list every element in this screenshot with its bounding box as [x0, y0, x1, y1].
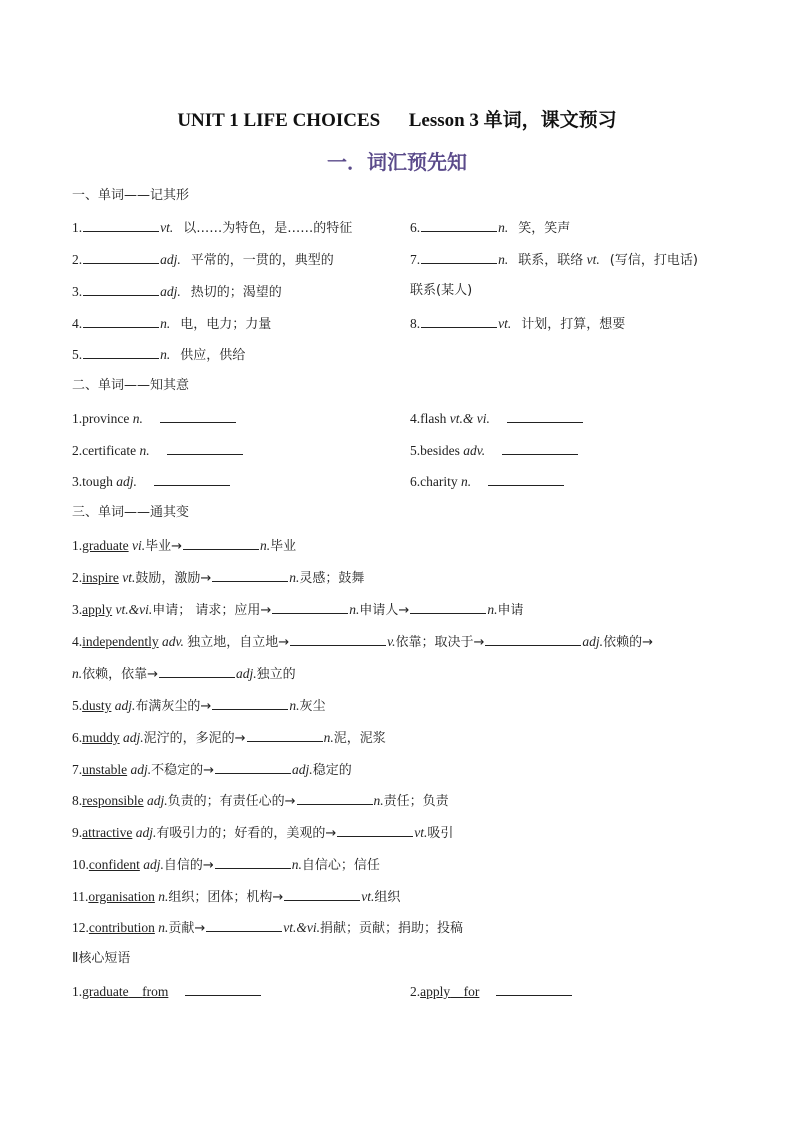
answer-blank[interactable]	[507, 409, 583, 423]
derivation-item-9: 9.attractive adj.有吸引力的；好看的，美观的→ vt.吸引	[72, 825, 454, 841]
answer-blank[interactable]	[272, 600, 348, 614]
section-title-phrases: Ⅱ核心短语	[72, 951, 131, 966]
answer-blank[interactable]	[159, 664, 235, 678]
answer-blank[interactable]	[83, 314, 159, 328]
form-item-5: 5. n. 供应，供给	[72, 347, 246, 363]
answer-blank[interactable]	[212, 696, 288, 710]
answer-blank[interactable]	[337, 823, 413, 837]
section-heading: 一．词汇预先知	[327, 152, 467, 174]
form-item-1: 1. vt. 以……为特色，是……的特征	[72, 220, 353, 236]
answer-blank[interactable]	[488, 472, 564, 486]
meaning-item-4: 4.flash vt.& vi.	[410, 409, 584, 428]
meaning-item-6: 6.charity n.	[410, 472, 565, 491]
answer-blank[interactable]	[185, 982, 261, 996]
answer-blank[interactable]	[496, 982, 572, 996]
form-item-7: 7. n. 联系，联络 vt. (写信，打电话)	[410, 252, 698, 268]
answer-blank[interactable]	[485, 632, 581, 646]
derivation-item-5: 5.dusty adj.布满灰尘的→ n.灰尘	[72, 698, 326, 714]
derivation-item-11: 11.organisation n.组织；团体；机构→ vt.组织	[72, 889, 401, 905]
answer-blank[interactable]	[215, 760, 291, 774]
page-title: UNIT 1 LIFE CHOICES Lesson 3 单词，课文预习	[177, 110, 617, 131]
derivation-item-6: 6.muddy adj.泥泞的，多泥的→ n.泥，泥浆	[72, 730, 386, 746]
answer-blank[interactable]	[206, 918, 282, 932]
answer-blank[interactable]	[83, 282, 159, 296]
answer-blank[interactable]	[215, 855, 291, 869]
section-title-derivation: 三、单词——通其变	[72, 505, 190, 520]
answer-blank[interactable]	[83, 345, 159, 359]
form-item-4: 4. n. 电，电力；力量	[72, 316, 272, 332]
derivation-item-3: 3.apply vt.&vi.申请； 请求；应用→ n.申请人→ n.申请	[72, 602, 524, 618]
answer-blank[interactable]	[83, 218, 159, 232]
answer-blank[interactable]	[290, 632, 386, 646]
answer-blank[interactable]	[154, 472, 230, 486]
form-item-3: 3. adj. 热切的；渴望的	[72, 284, 282, 300]
meaning-item-1: 1.province n.	[72, 409, 237, 428]
derivation-item-4-continued: n.依赖，依靠→ adj.独立的	[72, 666, 296, 682]
section-title-form: 一、单词——记其形	[72, 188, 190, 203]
meaning-item-3: 3.tough adj.	[72, 472, 231, 491]
derivation-item-7: 7.unstable adj.不稳定的→ adj.稳定的	[72, 762, 352, 778]
answer-blank[interactable]	[284, 887, 360, 901]
answer-blank[interactable]	[297, 791, 373, 805]
answer-blank[interactable]	[212, 568, 288, 582]
meaning-item-2: 2.certificate n.	[72, 441, 244, 460]
derivation-item-12: 12.contribution n.贡献→ vt.&vi.捐献；贡献；捐助；投稿	[72, 920, 464, 936]
form-item-2: 2. adj. 平常的，一贯的，典型的	[72, 252, 334, 268]
answer-blank[interactable]	[410, 600, 486, 614]
section-title-meaning: 二、单词——知其意	[72, 378, 190, 393]
derivation-item-2: 2.inspire vt.鼓励，激励→ n.灵感；鼓舞	[72, 570, 365, 586]
phrase-item-2: 2.apply for	[410, 982, 573, 1001]
meaning-item-5: 5.besides adv.	[410, 441, 579, 460]
answer-blank[interactable]	[421, 314, 497, 328]
derivation-item-10: 10.confident adj.自信的→ n.自信心；信任	[72, 857, 380, 873]
form-item-6: 6. n. 笑，笑声	[410, 220, 571, 236]
derivation-item-1: 1.graduate vi.毕业→ n.毕业	[72, 538, 297, 554]
derivation-item-4: 4.independently adv. 独立地，自立地→ v.依靠；取决于→ adj.依赖的→	[72, 634, 653, 650]
answer-blank[interactable]	[167, 441, 243, 455]
answer-blank[interactable]	[183, 536, 259, 550]
phrase-item-1: 1.graduate from	[72, 982, 262, 1001]
answer-blank[interactable]	[502, 441, 578, 455]
answer-blank[interactable]	[247, 728, 323, 742]
form-item-7-continued: 联系(某人)	[410, 283, 473, 298]
answer-blank[interactable]	[421, 250, 497, 264]
answer-blank[interactable]	[83, 250, 159, 264]
answer-blank[interactable]	[160, 409, 236, 423]
derivation-item-8: 8.responsible adj.负责的；有责任心的→ n.责任；负责	[72, 793, 449, 809]
answer-blank[interactable]	[421, 218, 497, 232]
form-item-8: 8. vt. 计划，打算，想要	[410, 316, 626, 332]
